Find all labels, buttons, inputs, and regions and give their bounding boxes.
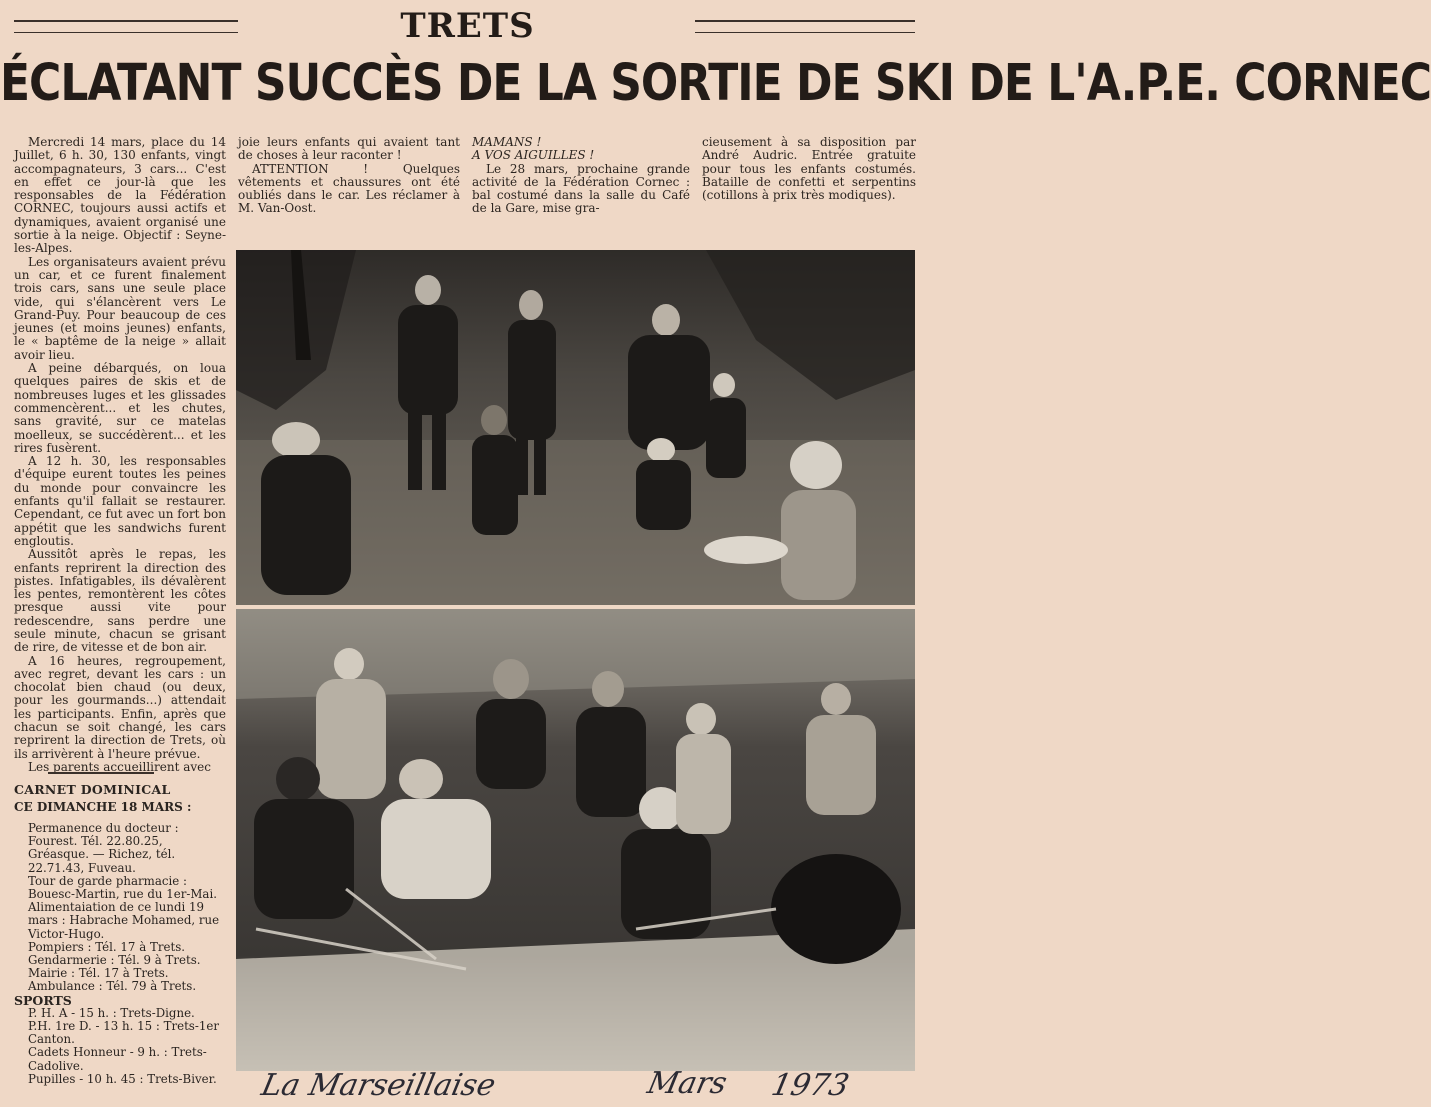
paragraph: Aussitôt après le repas, les enfants reprirent la direction des pistes. Infatigables, ils dévalèrent les pentes, remontèrent les côtes presque aussi vite pour redescendre, sans perdre une seule minute, chacun se grisant de rire, de vitesse et de bon air. [14,547,226,655]
paragraph: A 16 heures, regroupement, avec regret, devant les cars : un chocolat bien chaud (ou deux, pour les gourmands...) attendait les participants. Enfin, après que chacun se soit changé, les cars reprirent la direction de Trets, où ils arrivèrent à l'heure prévue. [14,653,226,761]
photo-bottom-illustration [236,609,915,1071]
carnet-rule [48,772,154,774]
sports-title: SPORTS [14,992,72,1008]
paragraph: Les parents accueillirent avec [28,759,211,774]
carnet-item: Tour de garde pharmacie : Bouesc-Martin, rue du 1er-Mai. [28,873,217,902]
sports-item: P. H. A - 15 h. : Trets-Digne. [28,1005,195,1020]
paragraph: A 12 h. 30, les responsables d'équipe eurent toutes les peines du monde pour convaincre les enfants qu'il fallait se restaurer. Cependant, ce fut avec un fort bon appétit que les sandwichs furent engloutis. [14,454,226,548]
header-rule-right-top [695,20,915,22]
paragraph: ATTENTION ! Quelques vêtements et chaussures ont été oubliés dans le car. Les réclamer à M. Van-Oost. [238,161,460,216]
paragraph: Les organisateurs avaient prévu un car, et ce furent finalement trois cars, sans une seule place vide, qui s'élancèrent vers Le Grand-Puy. Pour beaucoup de ces jeunes (et moins jeunes) enfants, le « baptême de la neige » allait avoir lieu. [14,254,226,362]
photo-bottom-sledges [236,609,915,1071]
handwritten-source: La Marseillaise [258,1068,499,1103]
article-column-3 [472,136,690,216]
sports-item: Cadets Honneur - 9 h. : Trets-Cadolive. [28,1045,207,1073]
sports-item: P.H. 1re D. - 13 h. 15 : Trets-1er Canton. [28,1019,219,1047]
paragraph: cieusement à sa disposition par André Audric. Entrée gratuite pour tous les enfants costumés. Bataille de confetti et serpentins (cotillons à prix très modiques). [702,135,916,203]
headline: ÉCLATANT SUCCÈS DE LA SORTIE DE SKI DE L'A.P.E. CORNEC [0,54,1431,113]
photo-top-illustration [236,250,915,605]
section-heading: A VOS AIGUILLES ! [472,148,595,163]
locality-heading: TRETS [400,6,535,46]
carnet-date: CE DIMANCHE 18 MARS : [14,800,192,814]
section-heading: MAMANS ! [472,135,542,149]
photo-top-ski-group [236,250,915,605]
carnet-item: Mairie : Tél. 17 à Trets. [28,966,169,981]
article-column-1 [14,136,226,774]
article-column-4 [702,136,916,202]
carnet-item: Permanence du docteur : Fourest. Tél. 22.80.25, Gréasque. — Richez, tél. 22.71.43, Fuveau. [28,821,179,875]
handwritten-month: Mars [644,1066,731,1101]
header-rule-right-bottom [695,32,915,33]
article-column-2 [238,136,460,216]
header-rule-left-bottom [14,32,238,33]
paragraph: Le 28 mars, prochaine grande activité de la Fédération Cornec : bal costumé dans la salle du Café de la Gare, mise gra- [472,161,690,216]
handwritten-year: 1973 [768,1068,853,1103]
sports-item: Pupilles - 10 h. 45 : Trets-Biver. [28,1071,217,1086]
header-rule-left-top [14,20,238,22]
carnet-title: CARNET DOMINICAL [14,782,171,797]
carnet-item: Ambulance : Tél. 79 à Trets. [28,979,197,994]
paragraph: Mercredi 14 mars, place du 14 Juillet, 6 h. 30, 130 enfants, vingt accompagnateurs, 3 cars... C'est en effet ce jour-là que les responsables de la Fédération CORNEC, toujours aussi actifs et dynamiques, avaient organisé une sortie à la neige. Objectif : Seyne-les-Alpes. [14,135,226,256]
paragraph: A peine débarqués, on loua quelques paires de skis et de nombreuses luges et les glissades commencèrent... et les chutes, sans gravité, sur ce matelas moelleux, se succédèrent... et les rires fusèrent. [14,361,226,455]
carnet-item: Pompiers : Tél. 17 à Trets. [28,939,186,954]
carnet-item: Gendarmerie : Tél. 9 à Trets. [28,953,201,968]
carnet-body [14,822,226,1086]
carnet-item: Alimentaiation de ce lundi 19 mars : Habrache Mohamed, rue Victor-Hugo. [28,900,220,941]
paragraph: joie leurs enfants qui avaient tant de choses à leur raconter ! [238,135,460,163]
